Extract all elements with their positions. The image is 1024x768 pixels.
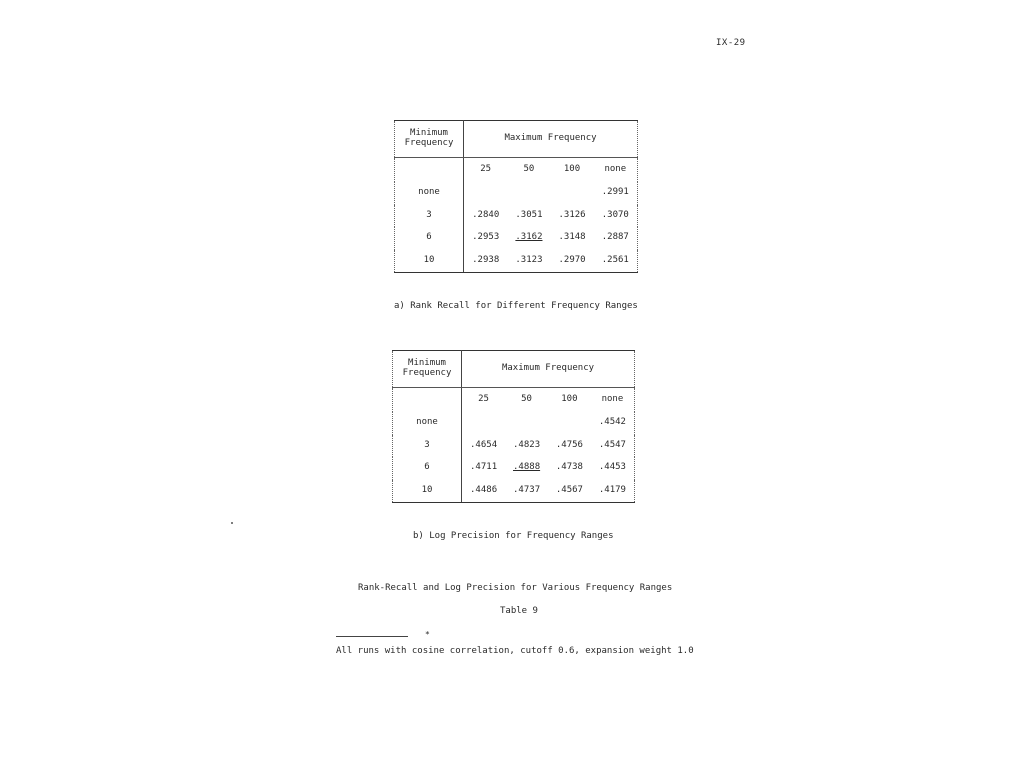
table-cell	[462, 412, 506, 435]
table-cell: .4179	[591, 480, 635, 503]
table-cell: .4737	[505, 480, 548, 503]
table-row	[395, 205, 638, 228]
table-row	[395, 227, 638, 250]
table-cell	[464, 182, 508, 205]
column-header: 100	[563, 164, 581, 175]
column-header: 50	[523, 164, 535, 175]
table-row	[393, 435, 635, 458]
footnote-mark: *	[425, 630, 430, 639]
table-row	[393, 412, 635, 435]
scan-speck	[231, 522, 233, 524]
table-cell: .4654	[470, 439, 498, 450]
table-cell: .4823	[513, 439, 541, 450]
row-label: 10	[395, 250, 464, 273]
row-header-cell: Minimum Frequency	[395, 121, 464, 158]
table-cell: .2561	[594, 250, 638, 273]
table-cell: .3070	[594, 205, 638, 228]
table-row	[395, 250, 638, 273]
table-cell-best: .4888	[513, 462, 541, 473]
column-header: 25	[478, 394, 489, 405]
table-cell: .2953	[472, 232, 500, 243]
table-cell: .3123	[507, 250, 550, 273]
footnote-rule	[336, 636, 408, 637]
table-cell	[507, 182, 550, 205]
table-row	[393, 480, 635, 503]
empty-cell	[393, 388, 462, 413]
row-label: 3	[395, 205, 464, 228]
row-header-cell: Minimum Frequency	[393, 351, 462, 388]
table-cell: .2970	[550, 250, 593, 273]
table-cell: .4547	[591, 435, 635, 458]
table-cell: .4486	[462, 480, 506, 503]
table-cell	[505, 412, 548, 435]
empty-cell	[395, 158, 464, 183]
table-cell: .4756	[555, 439, 583, 450]
table-cell: .2991	[594, 182, 638, 205]
table-a-caption: a) Rank Recall for Different Frequency Ranges	[394, 301, 638, 311]
table-row	[393, 457, 635, 480]
table-cell: .2840	[472, 209, 500, 220]
table-cell: .4711	[470, 462, 498, 473]
rank-recall-table	[394, 120, 638, 273]
row-label: 3	[393, 435, 462, 458]
table-cell: .3126	[558, 209, 586, 220]
table-row	[395, 182, 638, 205]
table-cell: .3051	[515, 209, 543, 220]
table-cell: .4453	[591, 457, 635, 480]
footnote: All runs with cosine correlation, cutoff 0.6, expansion weight 1.0	[336, 646, 694, 656]
figure-caption: Rank-Recall and Log Precision for Various Frequency Ranges	[358, 583, 673, 593]
row-label: none	[393, 412, 462, 435]
table-cell	[548, 412, 591, 435]
row-label: 6	[395, 227, 464, 250]
table-cell: .2938	[464, 250, 508, 273]
row-label: none	[395, 182, 464, 205]
row-label: 10	[393, 480, 462, 503]
log-precision-table	[392, 350, 635, 503]
column-header: 25	[480, 164, 492, 175]
column-group-header: Maximum Frequency	[462, 351, 635, 388]
table-cell: .3148	[558, 232, 586, 243]
table-cell: .4738	[555, 462, 583, 473]
column-header: none	[591, 388, 635, 413]
table-b-caption: b) Log Precision for Frequency Ranges	[413, 531, 614, 541]
table-cell: .4567	[548, 480, 591, 503]
column-group-header: Maximum Frequency	[464, 121, 638, 158]
row-label: 6	[393, 457, 462, 480]
table-cell: .4542	[591, 412, 635, 435]
column-header: 50	[521, 394, 532, 405]
table-cell	[550, 182, 593, 205]
page-number: IX-29	[716, 38, 746, 48]
table-label: Table 9	[500, 606, 538, 616]
table-cell: .2887	[594, 227, 638, 250]
column-header: 100	[561, 394, 578, 405]
table-cell-best: .3162	[515, 232, 543, 243]
column-header: none	[594, 158, 638, 183]
